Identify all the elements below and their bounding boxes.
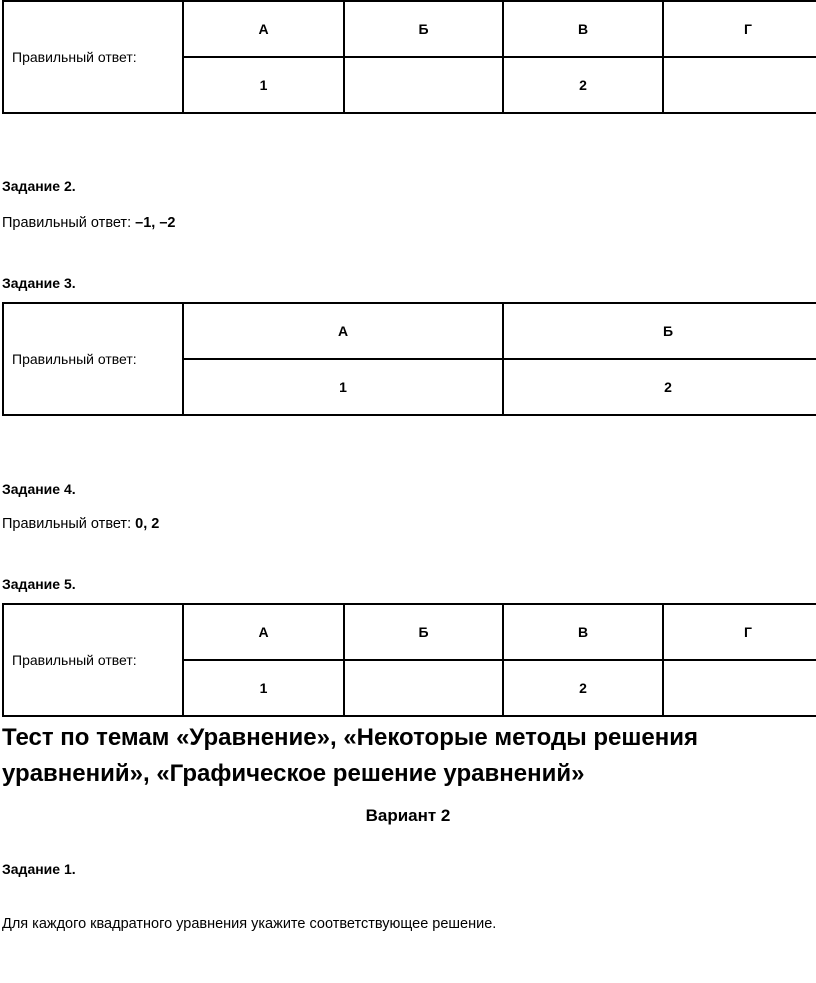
task-1-instruction: Для каждого квадратного уравнения укажите соответствующее решение. bbox=[2, 916, 497, 932]
table-value-cell bbox=[663, 57, 816, 113]
task-4-heading: Задание 4. bbox=[2, 481, 76, 497]
table-header-cell: В bbox=[503, 604, 663, 660]
table-value-cell: 1 bbox=[183, 660, 344, 716]
task-4-answer-value: 0, 2 bbox=[135, 516, 160, 532]
task-2-answer-line bbox=[2, 215, 175, 231]
table-value-cell: 1 bbox=[183, 57, 344, 113]
task-2-heading: Задание 2. bbox=[2, 178, 76, 194]
table-header-cell: Г bbox=[663, 1, 816, 57]
answer-label: Правильный ответ: bbox=[3, 1, 183, 113]
test-title: Тест по темам «Уравнение», «Некоторые методы решения уравнений», «Графическое решение уравнений» bbox=[2, 724, 698, 787]
answer-table-1 bbox=[2, 0, 816, 114]
table-header-cell: А bbox=[183, 303, 503, 359]
table-value-cell: 2 bbox=[503, 359, 816, 415]
table-header-cell: Г bbox=[663, 604, 816, 660]
answer-label: Правильный ответ: bbox=[3, 303, 183, 415]
table-value-cell bbox=[344, 57, 503, 113]
answer-prefix: Правильный ответ: bbox=[2, 215, 136, 231]
task-4-answer-line bbox=[2, 516, 159, 532]
table-header-cell: А bbox=[183, 1, 344, 57]
table-header-cell: Б bbox=[503, 303, 816, 359]
table-header-cell: В bbox=[503, 1, 663, 57]
table-header-cell: Б bbox=[344, 1, 503, 57]
table-value-cell: 1 bbox=[183, 359, 503, 415]
answer-label: Правильный ответ: bbox=[3, 604, 183, 716]
table-value-cell: 2 bbox=[503, 660, 663, 716]
table-value-cell bbox=[344, 660, 503, 716]
task-5-heading: Задание 5. bbox=[2, 576, 76, 592]
table-value-cell bbox=[663, 660, 816, 716]
answer-prefix: Правильный ответ: bbox=[2, 516, 136, 532]
table-header-cell: А bbox=[183, 604, 344, 660]
variant-heading: Вариант 2 bbox=[365, 806, 451, 825]
task-3-heading: Задание 3. bbox=[2, 275, 76, 291]
task-2-answer-value: –1, –2 bbox=[135, 215, 176, 231]
table-value-cell: 2 bbox=[503, 57, 663, 113]
table-header-cell: Б bbox=[344, 604, 503, 660]
task-1-heading: Задание 1. bbox=[2, 861, 76, 877]
answer-table-3 bbox=[2, 302, 816, 416]
answer-table-5 bbox=[2, 603, 816, 717]
